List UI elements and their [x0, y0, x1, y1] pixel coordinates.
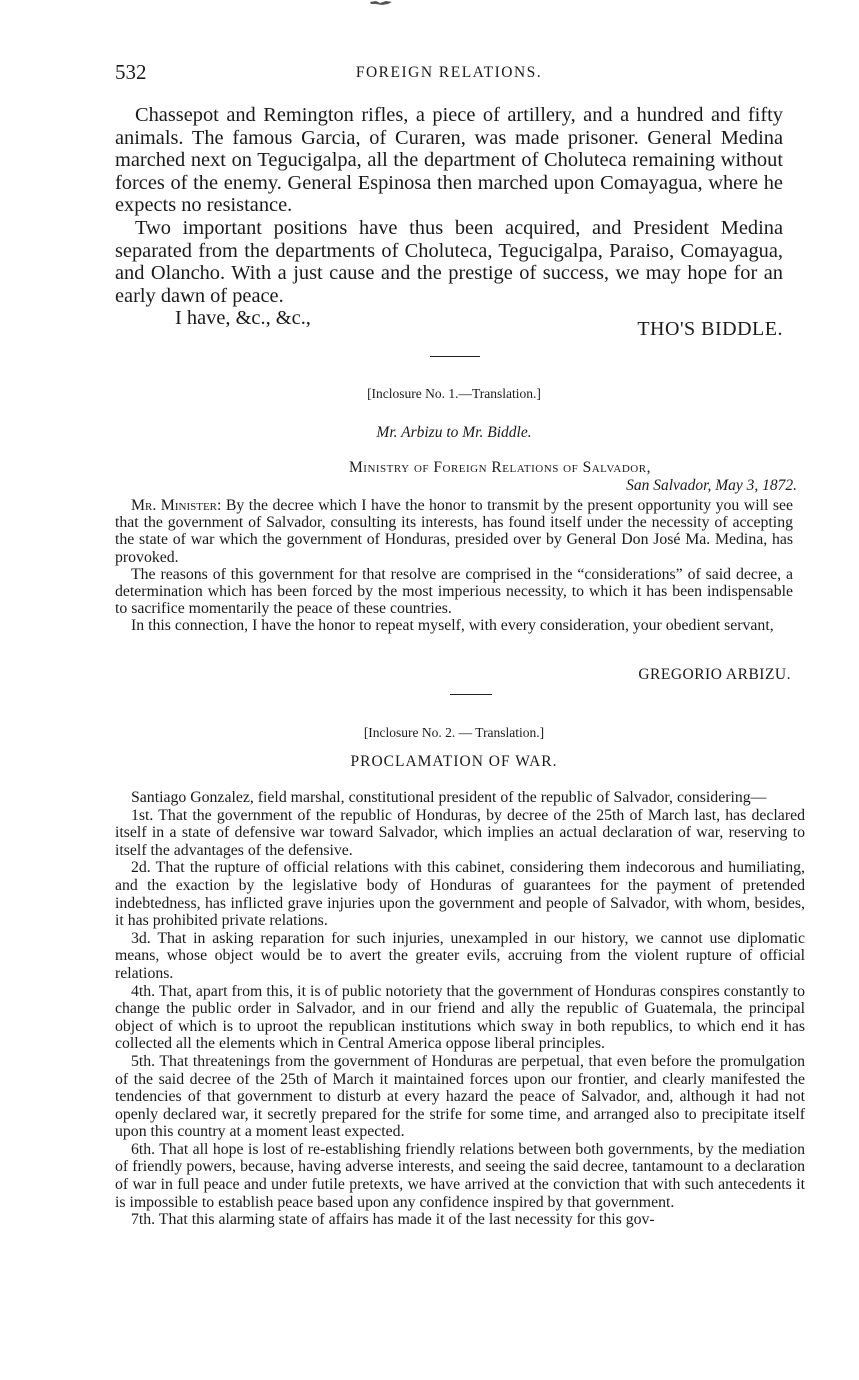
inclosure-1-body: [115, 497, 793, 635]
letter-body: [115, 104, 783, 330]
running-title: FOREIGN RELATIONS.: [355, 64, 543, 81]
inclosure-2-label: [Inclosure No. 2. — Translation.]: [363, 725, 545, 740]
proclamation-paragraph: 4th. That, apart from this, it is of public notoriety that the government of Honduras conspires constantly to change the public order in Salvador, and in our friend and ally the republic of Guatemala, the principal object of which is to uproot the republican institutions which sway in both republics, to which end it has collected all the elements which in Central America oppose liberal principles.: [115, 982, 805, 1053]
proclamation-paragraph: 5th. That threatenings from the government of Honduras are perpetual, that even before the promulgation of the said decree of the 25th of March it maintained forces upon our frontier, and clearly manifested the tendencies of that government to disturb at every hazard the peace of Salvador, and, although it had not openly declared war, it secretly prepared for the strife for some time, and arranged also to precipitate itself upon this country at a moment least expected.: [115, 1052, 805, 1141]
inclosure-1-paragraph: The reasons of this government for that resolve are comprised in the “considerations” of said decree, a determination which has been forced by the most imperious necessity, to which it has been indispensable to sacrifice momentarily the peace of these countries.: [115, 565, 793, 618]
inclosure-1-label: [Inclosure No. 1.—Translation.]: [367, 386, 541, 401]
letter-signature: THO'S BIDDLE.: [637, 318, 783, 340]
ministry-name: Ministry of Foreign Relations of Salvador,: [349, 459, 651, 476]
ink-blot-mark: [368, 0, 394, 6]
inclosure-1-caption: Mr. Arbizu to Mr. Biddle.: [376, 424, 532, 441]
letter-paragraph: Two important positions have thus been acquired, and President Medina separated from the departments of Choluteca, Tegucigalpa, Paraiso, Comayagua, and Olancho. With a just cause and the prestige of success, we may hope for an early dawn of peace.: [115, 216, 783, 307]
inclosure-1-paragraph: Mr. Minister: By the decree which I have the honor to transmit by the present opportunity you will see that the government of Salvador, consulting its interests, has found itself under the necessity of accepting the state of war which the government of Honduras, presided over by General Don José Ma. Medina, has provoked.: [115, 497, 793, 566]
section-divider: [430, 356, 480, 357]
proclamation-paragraph: 3d. That in asking reparation for such injuries, unexampled in our history, we cannot use diplomatic means, whose object would be to avert the greater evils, accruing from the violent rupture of official relations.: [115, 929, 805, 982]
letter-paragraph: Chassepot and Remington rifles, a piece of artillery, and a hundred and fifty animals. The famous Garcia, of Curaren, was made prisoner. General Medina marched next on Tegucigalpa, all the department of Choluteca remaining without forces of the enemy. General Espinosa then marched upon Comayagua, where he expects no resistance.: [115, 104, 783, 217]
section-divider: [450, 694, 492, 695]
ministry-heading: [349, 459, 797, 495]
proclamation-paragraph: 7th. That this alarming state of affairs has made it of the last necessity for this gov-: [131, 1211, 655, 1229]
proclamation-paragraph: 2d. That the rupture of official relations with this cabinet, considering them indecorous and humiliating, and the exaction by the legislative body of Honduras of guarantees for the payment of pretended indebtedness, has inflicted grave injuries upon the government and people of Salvador, with whom, besides, it has prohibited private relations.: [115, 859, 805, 930]
place-date: San Salvador, May 3, 1872.: [626, 477, 797, 494]
inclosure-1-paragraph: In this connection, I have the honor to repeat myself, with every consideration, your obedient servant,: [131, 617, 774, 635]
page-header: [115, 60, 783, 90]
proclamation-paragraph: 6th. That all hope is lost of re-establishing friendly relations between both governments, by the mediation of friendly powers, because, having adverse interests, and seeing the said decree, tantamount to a declaration of war in full peace and under futile pretexts, we have arrived at the conviction that with such antecedents it is impossible to establish peace based upon any confidence inspired by that government.: [115, 1140, 805, 1211]
proclamation-title: PROCLAMATION OF WAR.: [350, 753, 558, 770]
proclamation-paragraph: Santiago Gonzalez, field marshal, constitutional president of the republic of Salvador, considering—: [131, 789, 767, 806]
inclosure-1-signature: GREGORIO ARBIZU.: [638, 666, 791, 683]
proclamation-paragraph: 1st. That the government of the republic of Honduras, by decree of the 25th of March last, has declared itself in a state of defensive war toward Salvador, which implies an actual declaration of war, reserving to itself the advantages of the defensive.: [115, 806, 805, 859]
page-number: 532: [115, 60, 147, 84]
salutation: Mr. Minister:: [131, 497, 222, 514]
proclamation-body: [115, 789, 805, 1229]
letter-closing: I have, &c., &c.,: [175, 307, 311, 330]
